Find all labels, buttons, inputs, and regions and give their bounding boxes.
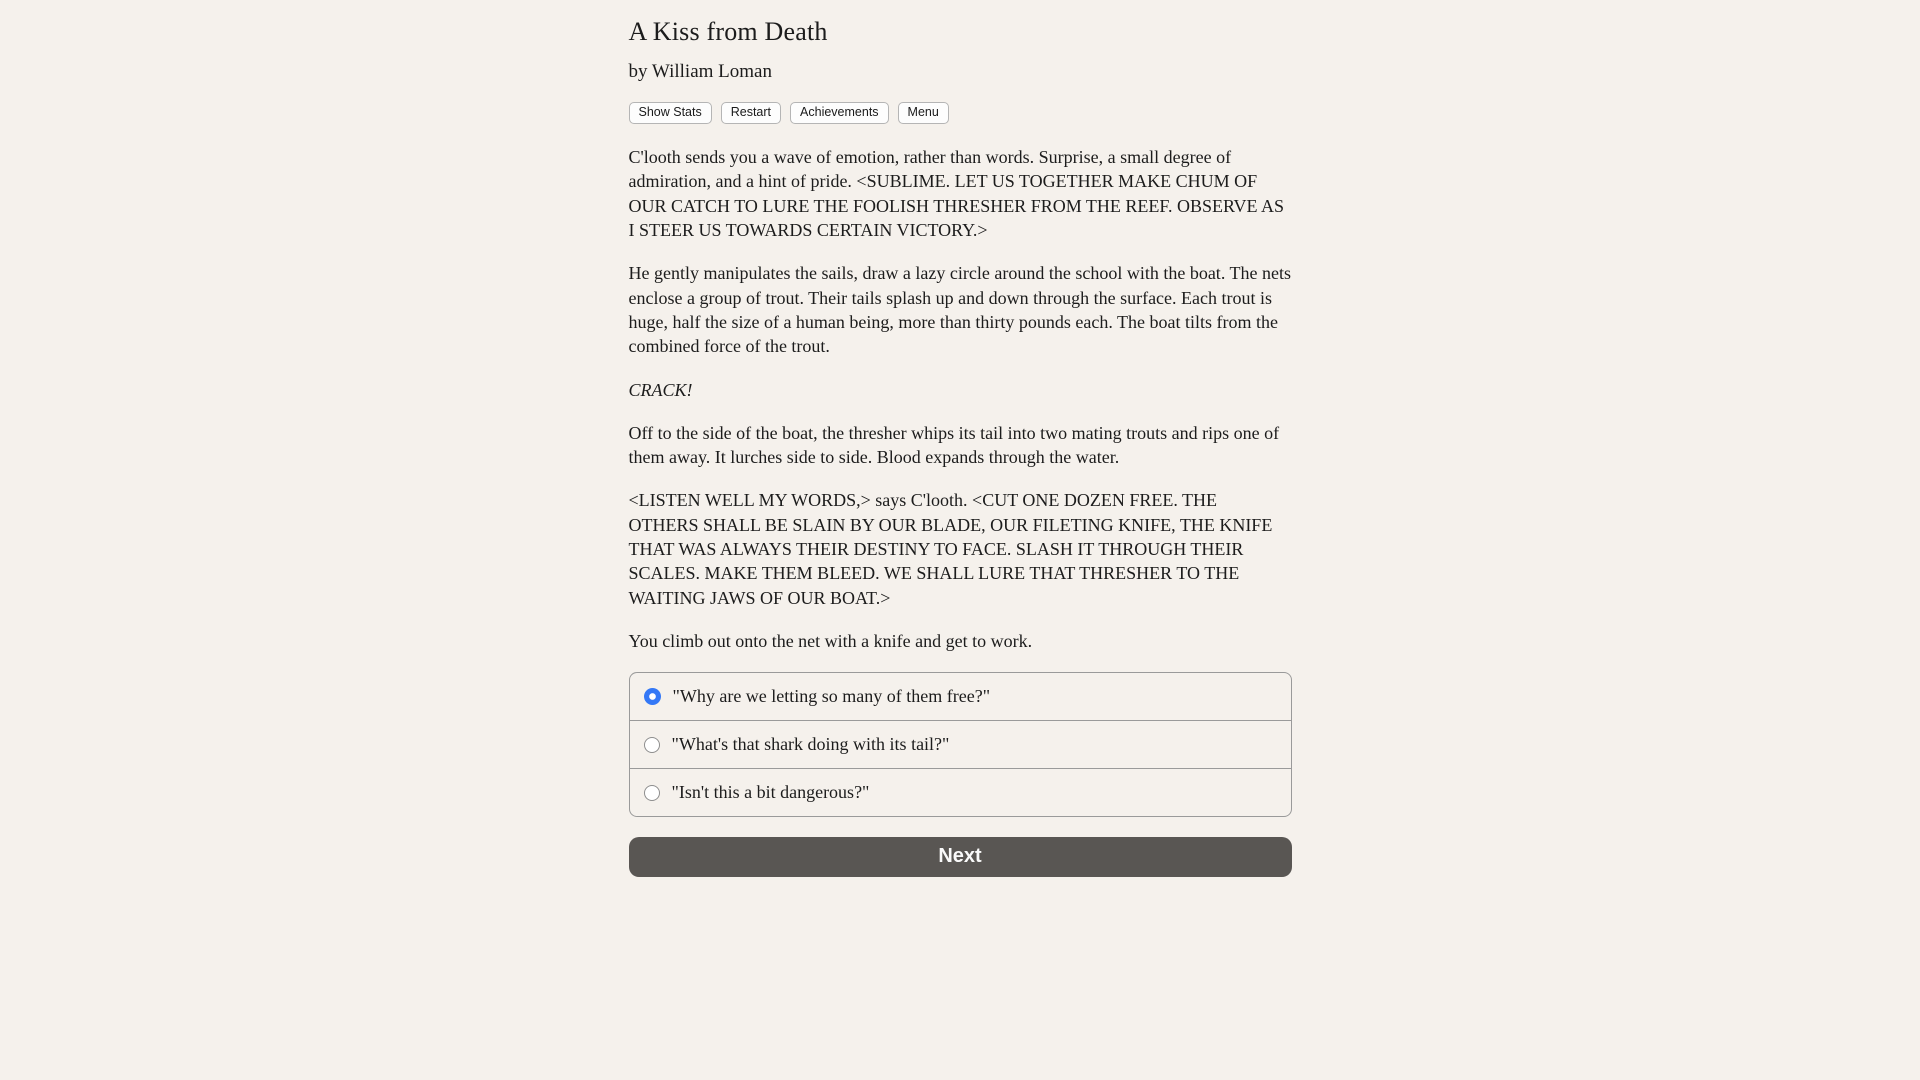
achievements-button[interactable]: Achievements <box>790 102 889 124</box>
story-paragraph-sound-effect: CRACK! <box>628 379 693 400</box>
choice-option-1[interactable] <box>630 673 1291 721</box>
story-paragraph: You climb out onto the net with a knife and get to work. <box>628 630 1033 651</box>
story-paragraph: <LISTEN WELL MY WORDS,> says C'looth. <CUT ONE DOZEN FREE. THE OTHERS SHALL BE SLAIN BY OUR BLADE, OUR FILETING KNIFE, THE KNIFE THAT WAS ALWAYS THEIR DESTINY TO FACE. SLASH IT THROUGH THEIR SCALES. MAKE THEM BLEED. WE SHALL LURE THAT THRESHER TO THE WAITING JAWS OF OUR BOAT.> <box>628 490 1273 608</box>
game-byline: by William Loman <box>628 61 772 83</box>
story-paragraph: He gently manipulates the sails, draw a lazy circle around the school with the boat. The nets enclose a group of trout. Their tails splash up and down through the surface. Each trout is huge, half the size of a human being, more than thirty pounds each. The boat tilts from the combined force of the trout. <box>628 263 1291 357</box>
choice-radio-1[interactable] <box>644 688 661 705</box>
game-title: A Kiss from Death <box>628 17 828 46</box>
story-paragraph: C'looth sends you a wave of emotion, rather than words. Surprise, a small degree of admiration, and a hint of pride. <SUBLIME. LET US TOGETHER MAKE CHUM OF OUR CATCH TO LURE THE FOOLISH THRESHER FROM THE REEF. OBSERVE AS I STEER US TOWARDS CERTAIN VICTORY.> <box>628 147 1285 241</box>
game-page <box>629 0 1292 877</box>
choice-option-2[interactable] <box>630 721 1291 769</box>
story-paragraph: Off to the side of the boat, the thresher whips its tail into two mating trouts and rips one of them away. It lurches side to side. Blood expands through the water. <box>628 422 1280 468</box>
menu-button[interactable]: Menu <box>898 102 949 124</box>
choice-option-3[interactable] <box>630 769 1291 816</box>
story-text <box>629 145 1292 653</box>
choice-radio-2[interactable] <box>644 737 660 753</box>
choice-list <box>629 672 1292 817</box>
choice-radio-3[interactable] <box>644 785 660 801</box>
restart-button[interactable]: Restart <box>721 102 781 124</box>
show-stats-button[interactable]: Show Stats <box>629 102 712 124</box>
choice-label-2: "What's that shark doing with its tail?" <box>671 733 950 754</box>
toolbar <box>629 102 1292 124</box>
choice-label-3: "Isn't this a bit dangerous?" <box>671 781 870 802</box>
next-button[interactable]: Next <box>629 837 1292 877</box>
choice-label-1: "Why are we letting so many of them free?" <box>672 685 991 706</box>
